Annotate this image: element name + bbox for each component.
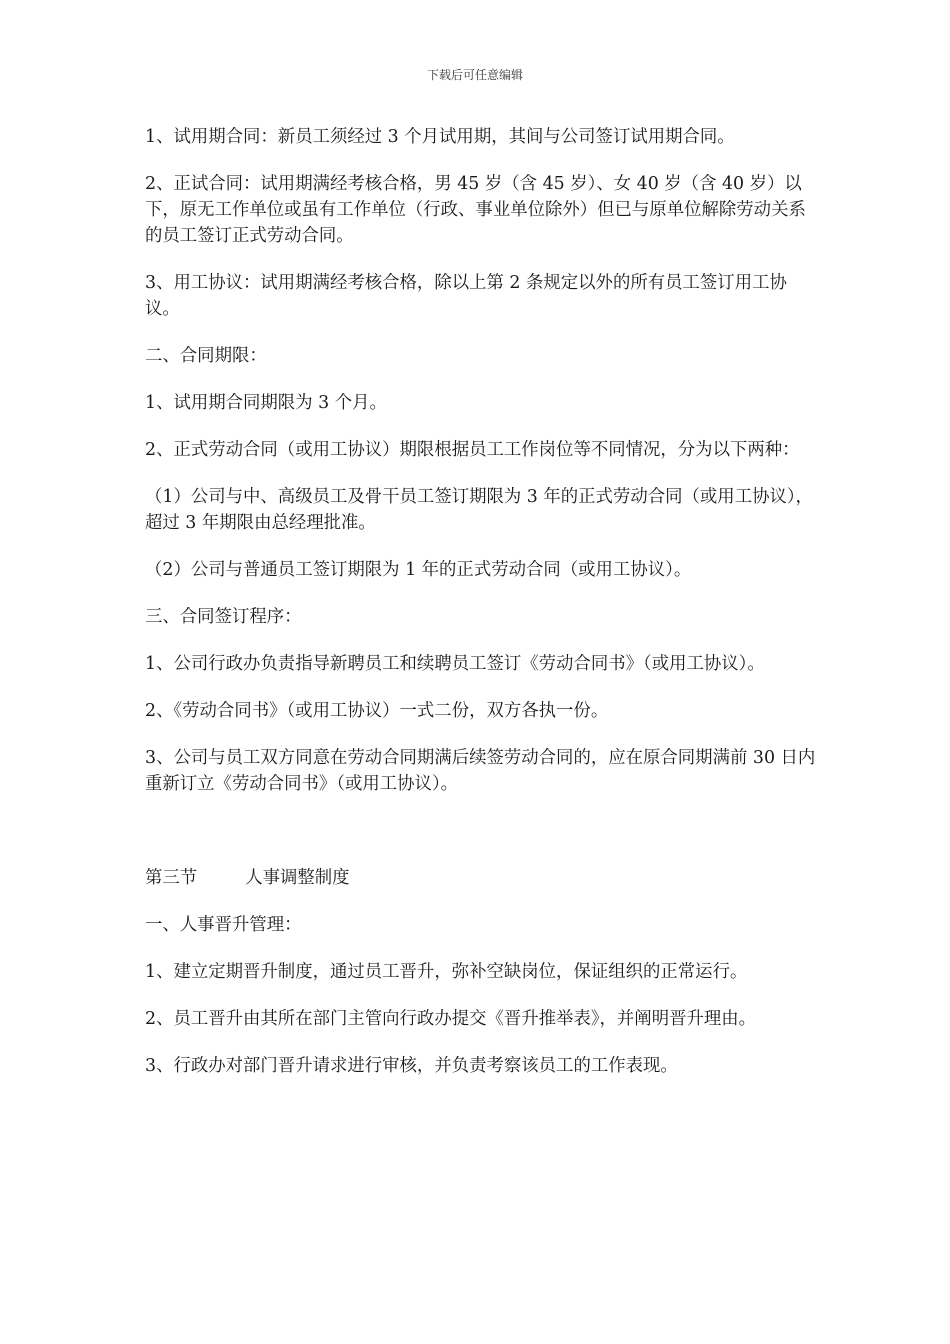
- section-spacer: [145, 818, 817, 865]
- paragraph: （2）公司与普通员工签订期限为 1 年的正式劳动合同（或用工协议）。: [145, 560, 692, 580]
- paragraph: 2、正试合同：试用期满经考核合格，男 45 岁（含 45 岁）、女 40 岁（含 40 岁）以下，原无工作单位或虽有工作单位（行政、事业单位除外）但已与原单位解除劳动关系的员工签订正式劳动合同。: [145, 174, 806, 246]
- paragraph: 3、公司与员工双方同意在劳动合同期满后续签劳动合同的，应在原合同期满前 30 日内重新订立《劳动合同书》（或用工协议）。: [145, 748, 816, 794]
- page-header: 下载后可任意编辑: [426, 68, 523, 82]
- paragraph: 2、正式劳动合同（或用工协议）期限根据员工工作岗位等不同情况，分为以下两种：: [145, 440, 800, 460]
- heading-promotion: 一、人事晋升管理：: [145, 915, 302, 935]
- heading-contract-term: 二、合同期限：: [145, 346, 267, 366]
- paragraph: 1、建立定期晋升制度，通过员工晋升，弥补空缺岗位，保证组织的正常运行。: [145, 962, 748, 982]
- paragraph: （1）公司与中、高级员工及骨干员工签订期限为 3 年的正式劳动合同（或用工协议），超过 3 年期限由总经理批准。: [145, 487, 813, 533]
- paragraph: 2、《劳动合同书》（或用工协议）一式二份，双方各执一份。: [145, 701, 609, 721]
- section-number: 第三节: [145, 868, 198, 888]
- paragraph: 1、公司行政办负责指导新聘员工和续聘员工签订《劳动合同书》（或用工协议）。: [145, 654, 765, 674]
- heading-signing-procedure: 三、合同签订程序：: [145, 607, 302, 627]
- paragraph: 3、行政办对部门晋升请求进行审核，并负责考察该员工的工作表现。: [145, 1056, 678, 1076]
- paragraph: 3、用工协议：试用期满经考核合格，除以上第 2 条规定以外的所有员工签订用工协议。: [145, 273, 787, 319]
- paragraph: 2、员工晋升由其所在部门主管向行政办提交《晋升推举表》，并阐明晋升理由。: [145, 1009, 757, 1029]
- paragraph: 1、试用期合同：新员工须经过 3 个月试用期，其间与公司签订试用期合同。: [145, 127, 735, 147]
- document-body: [145, 124, 817, 1100]
- section-title: 人事调整制度: [245, 868, 350, 888]
- section-heading: [145, 865, 817, 891]
- paragraph: 1、试用期合同期限为 3 个月。: [145, 393, 387, 413]
